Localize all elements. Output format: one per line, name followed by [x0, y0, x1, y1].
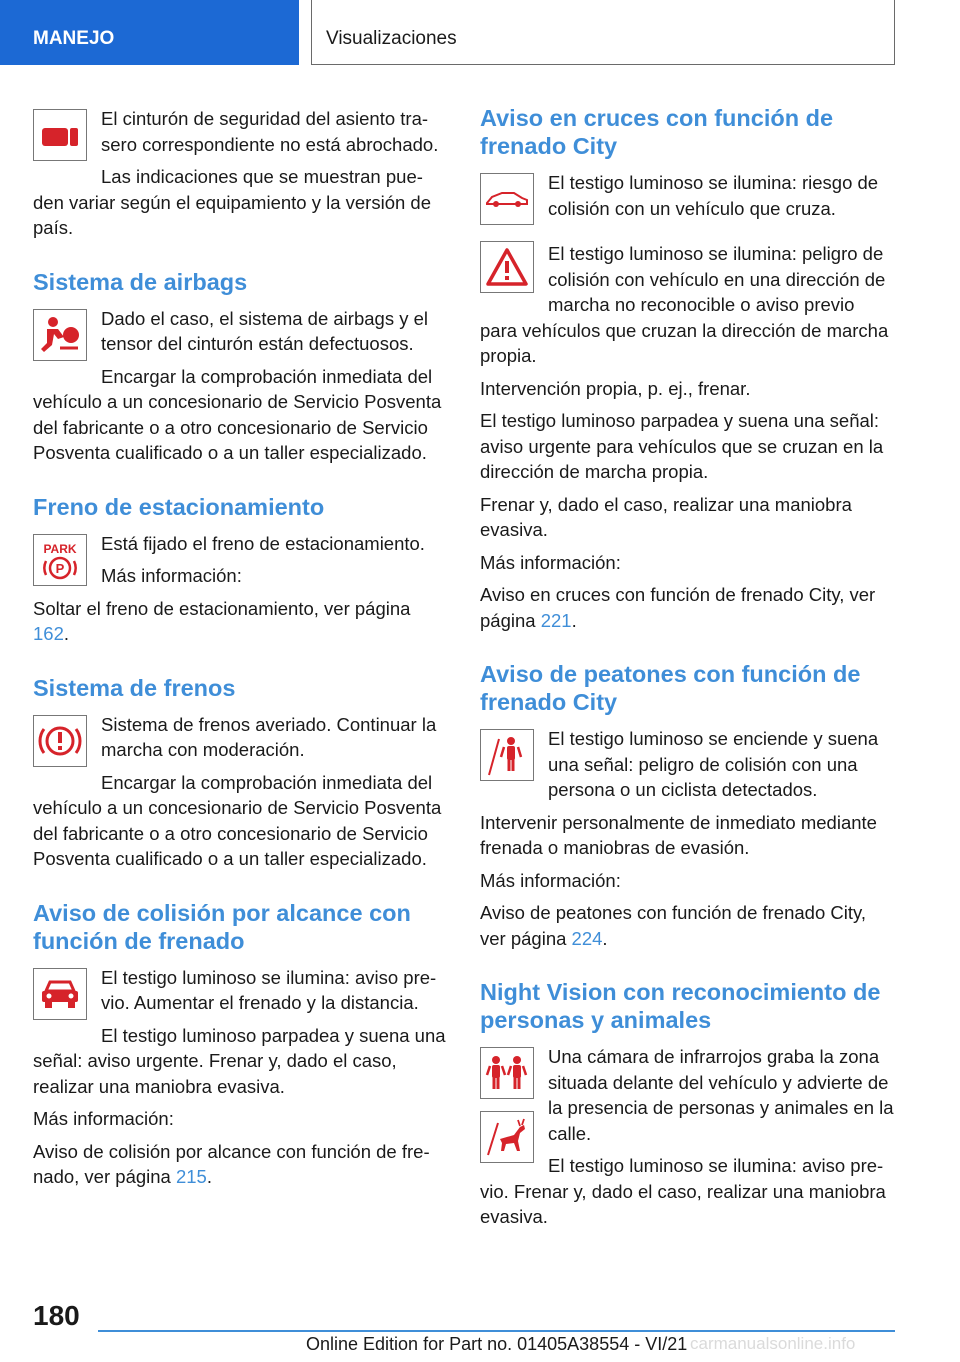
cross-heading: Aviso en cruces con función de frenado City: [480, 105, 834, 159]
brake-system-icon: [33, 715, 87, 767]
collision-text: El testigo luminoso se ilumina: aviso previo. Aumentar el frenado y la distancia.: [101, 966, 437, 1013]
seatbelt-note: Las indicaciones que se muestran pueden variar según el equipamiento y la versión de país.: [33, 166, 431, 238]
persons-icon: [480, 1047, 534, 1099]
right-column: [480, 104, 895, 1237]
cross-ref-dot: .: [571, 609, 577, 631]
pedestrian-section: [480, 660, 895, 951]
brakes-text: Sistema de frenos averiado. Continuar la marcha con moderación.: [101, 713, 437, 760]
seatbelt-warning-icon: [33, 109, 87, 161]
animal-icon: [480, 1111, 534, 1163]
cross-ref-text: Aviso en cruces con función de frenado City, ver página: [480, 584, 876, 631]
watermark: carmanualsonline.info: [690, 1334, 856, 1353]
airbags-section: [33, 268, 447, 466]
night-vision-icons: [480, 1047, 534, 1163]
collision-ref: [33, 1139, 447, 1190]
cross-blink: El testigo luminoso parpadea y suena una señal: aviso urgente para vehículos que se cruzan en la dirección de marcha propia.: [480, 410, 884, 482]
pedestrian-action: Intervenir personalmente de inmediato mediante frenada o maniobras de evasión.: [480, 811, 877, 858]
parking-heading: Freno de estacionamiento: [33, 493, 325, 520]
cross-ref: [480, 582, 895, 633]
cross-brake: Frenar y, dado el caso, realizar una maniobra evasiva.: [480, 493, 852, 540]
collision-page-link[interactable]: 215: [175, 1166, 207, 1187]
night-vision-section: [480, 978, 895, 1230]
night-vision-lit: El testigo luminoso se ilumina: aviso previo. Frenar y, dado el caso, realizar una maniobra evasiva.: [480, 1155, 886, 1227]
cross-action: Intervención propia, p. ej., frenar.: [480, 377, 751, 399]
parking-page-link[interactable]: 162: [33, 623, 64, 644]
pedestrian-page-link[interactable]: 224: [571, 927, 603, 949]
seatbelt-section: [33, 106, 447, 241]
collision-section: [33, 899, 447, 1190]
collision-more: Más información:: [33, 1108, 174, 1129]
cross-section: [480, 104, 895, 633]
seatbelt-text: El cinturón de seguridad del asiento trasero correspondiente no está abrochado.: [101, 108, 439, 155]
pedestrian-more: Más información:: [480, 869, 621, 891]
footer-divider: [98, 1330, 895, 1332]
parking-more: Más información:: [101, 565, 242, 586]
brakes-action: Encargar la comprobación inmediata del vehículo a un concesionario de Servicio Posventa del fabricante o a otro concesionario de Servicio Posventa cualificado o a un taller especializado.: [33, 771, 442, 869]
pedestrian-ref-dot: .: [602, 927, 608, 949]
left-column: [33, 106, 447, 1197]
pedestrian-ref: [480, 900, 895, 951]
parking-text: Está fijado el freno de estacionamiento.: [101, 532, 425, 554]
cross-text-2: El testigo luminoso se ilumina: peligro de colisión con vehículo en una dirección de marcha no reconocible o aviso previo para vehículos que cruzan la dirección de marcha propia.: [480, 243, 889, 366]
collision-ref-dot: .: [206, 1166, 212, 1187]
airbag-warning-icon: [33, 309, 87, 361]
park-icon-letter: P: [55, 560, 65, 576]
collision-heading: Aviso de colisión por alcance con función de frenado: [33, 899, 411, 954]
airbags-heading: Sistema de airbags: [33, 268, 248, 295]
pedestrian-ref-text: Aviso de peatones con función de frenado City, ver página: [480, 902, 867, 949]
parking-ref-text: Soltar el freno de estacionamiento, ver página: [33, 597, 411, 619]
cross-more: Más información:: [480, 551, 621, 573]
night-vision-heading: Night Vision con reconocimiento de personas y animales: [480, 979, 881, 1033]
parking-section: [33, 493, 447, 647]
airbags-text: Dado el caso, el sistema de airbags y el tensor del cinturón están defectuosos.: [101, 307, 429, 354]
parking-ref-dot: .: [63, 623, 70, 644]
collision-blink: El testigo luminoso parpadea y suena una señal: aviso urgente. Frenar y, dado el caso, realizar una maniobra evasiva.: [33, 1024, 446, 1097]
brakes-heading: Sistema de frenos: [33, 674, 236, 701]
park-icon-label: PARK: [43, 541, 77, 556]
edition-text: Online Edition for Part no. 01405A38554 - VI/21: [306, 1334, 688, 1354]
pedestrian-heading: Aviso de peatones con función de frenado City: [480, 661, 861, 715]
front-collision-icon: [33, 968, 87, 1020]
section-tab: Visualizaciones: [311, 0, 895, 65]
airbags-action: Encargar la comprobación inmediata del vehículo a un concesionario de Servicio Posventa del fabricante o a otro concesionario de Servicio Posventa cualificado o a un taller especializado.: [33, 365, 442, 463]
park-brake-icon: [33, 534, 87, 586]
collision-ref-text: Aviso de colisión por alcance con función de frenado, ver página: [33, 1140, 430, 1187]
page-number: 180: [33, 1300, 80, 1331]
night-vision-text: Una cámara de infrarrojos graba la zona situada delante del vehículo y advierte de la presencia de personas y animales en la calle.: [548, 1046, 894, 1144]
cross-page-link[interactable]: 221: [540, 609, 572, 631]
chapter-tab: MANEJO: [0, 0, 299, 65]
warning-triangle-icon: [480, 241, 534, 293]
pedestrian-text: El testigo luminoso se enciende y suena una señal: peligro de colisión con una persona o un ciclista detectados.: [548, 728, 879, 800]
pedestrian-warning-icon: [480, 729, 534, 781]
brakes-section: [33, 674, 447, 872]
crossing-car-icon: [480, 173, 534, 225]
parking-ref: [33, 596, 447, 647]
cross-text-1: El testigo luminoso se ilumina: riesgo de colisión con un vehículo que cruza.: [548, 172, 879, 219]
